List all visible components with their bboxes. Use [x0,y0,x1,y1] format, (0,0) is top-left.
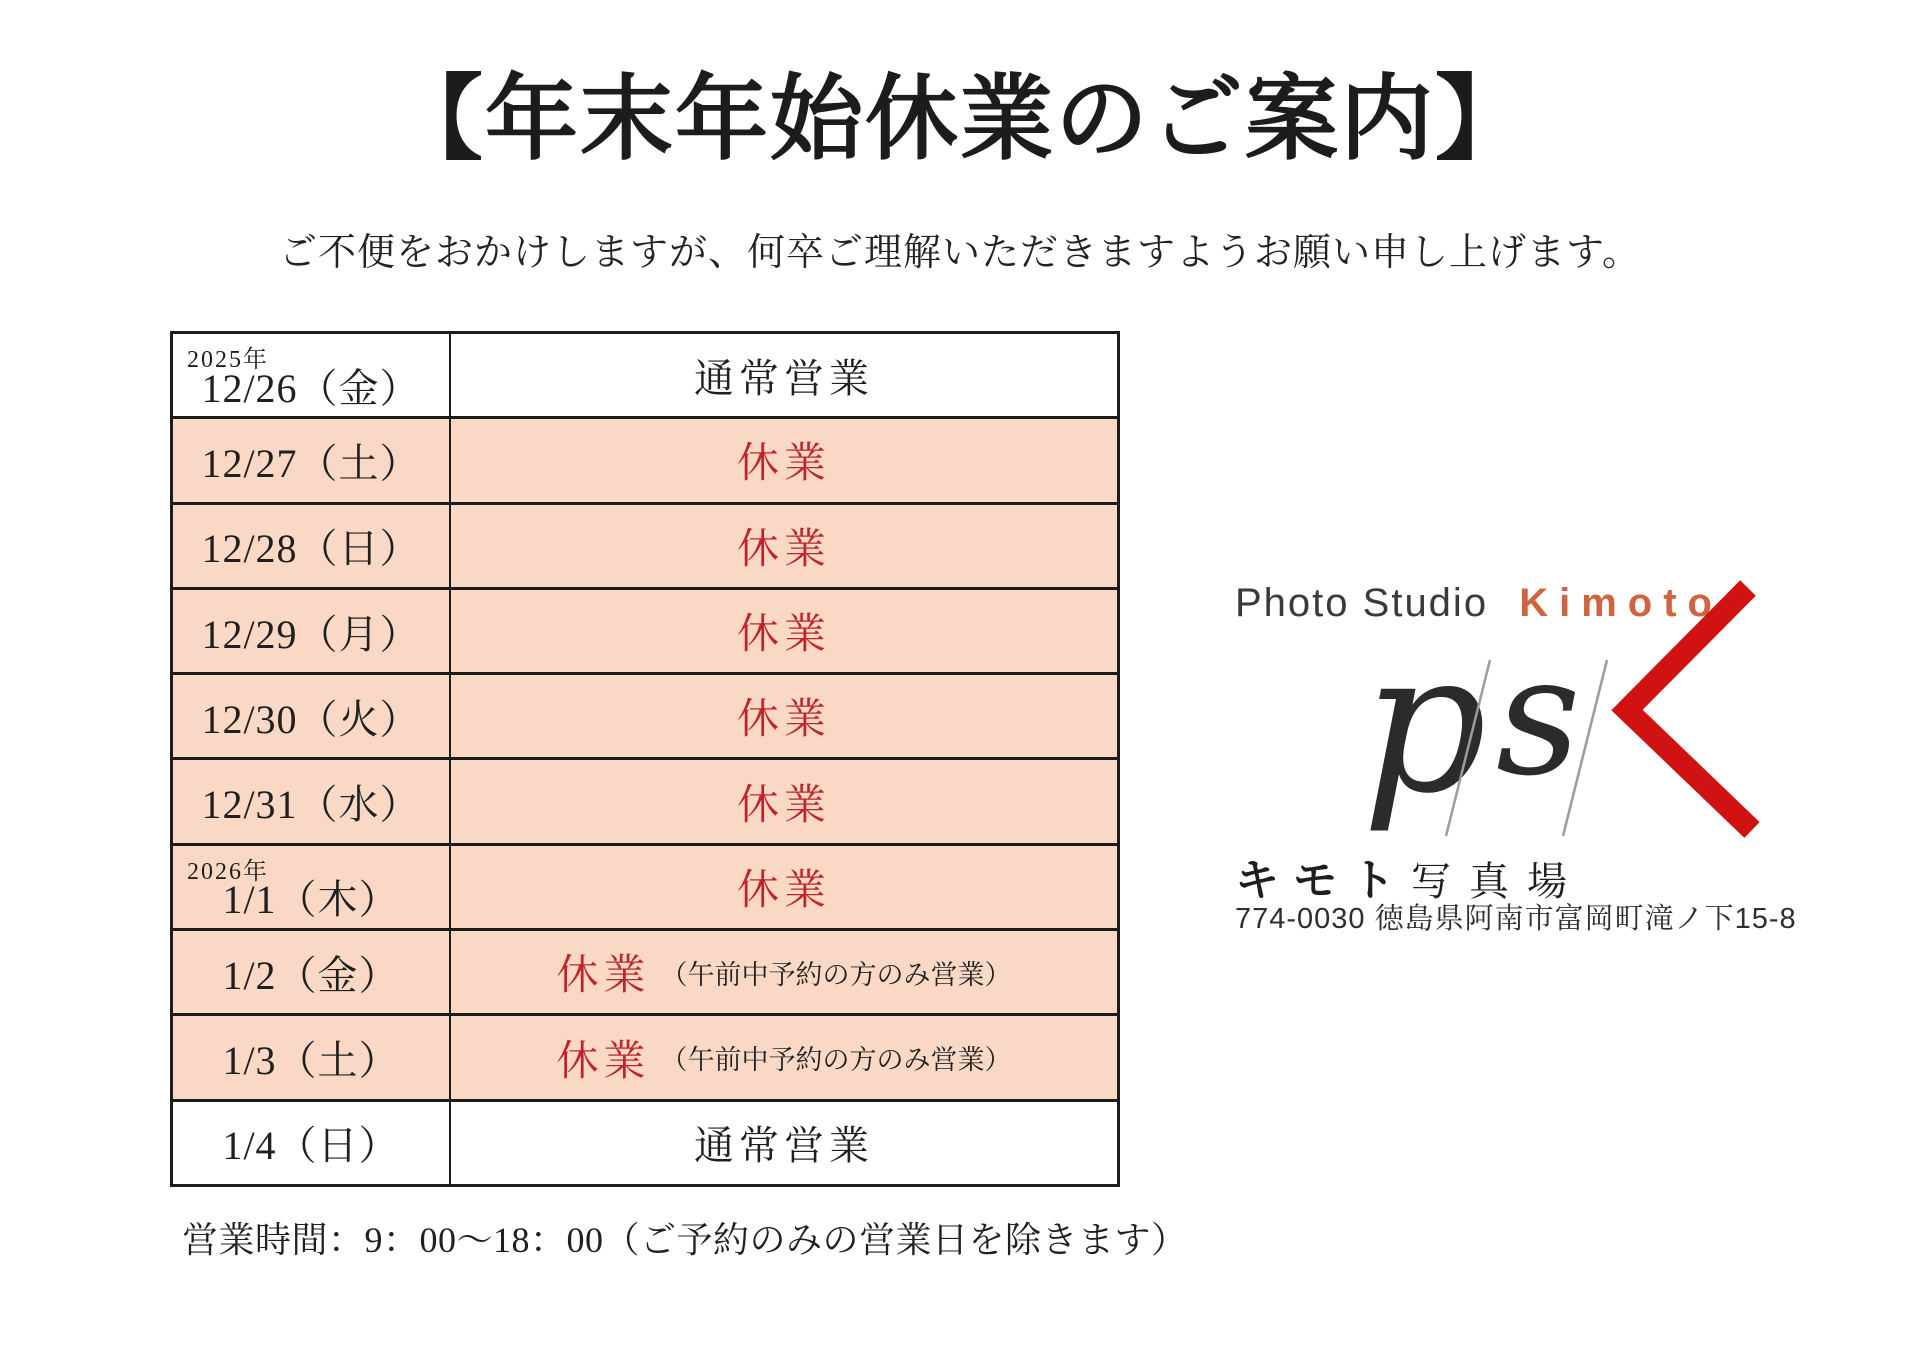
table-row [173,843,1117,928]
date-cell [173,590,451,672]
table-row [173,928,1117,1013]
red-chevron-icon [1627,588,1752,830]
date-text: 1/4（日） [222,1123,400,1169]
status-cell [451,334,1117,416]
status-text: 通常営業 [694,355,874,401]
date-text: 12/26（金） [201,365,421,411]
date-text: 1/3（土） [222,1038,400,1084]
table-row [173,334,1117,416]
studio-address: 774-0030 徳島県阿南市富岡町滝ノ下15-8 [1235,903,1797,935]
status-text: 休業 [736,697,831,744]
status-cell [451,1016,1117,1098]
studio-logo-monogram [1340,575,1780,845]
status-note: （午前中予約の方のみ営業） [660,959,1012,990]
status-text: 休業 [736,441,831,488]
studio-name-bold: キモト [1235,856,1409,905]
schedule-table [170,331,1120,1187]
status-note: （午前中予約の方のみ営業） [660,1045,1012,1076]
status-cell [451,1102,1117,1184]
date-cell [173,760,451,842]
table-row [173,502,1117,587]
date-text: 12/28（日） [201,526,421,572]
status-cell [451,760,1117,842]
date-cell [173,846,451,928]
status-text: 休業 [736,867,831,914]
date-text: 12/31（水） [201,782,421,828]
logo-brand-text: Kimoto [1519,581,1723,625]
status-text: 休業 [736,782,831,829]
year-label: 2026年 [187,858,269,885]
status-cell [451,846,1117,928]
date-cell [173,1016,451,1098]
date-cell [173,419,451,501]
status-text: 休業 [556,953,651,1000]
table-row [173,672,1117,757]
date-text: 12/30（火） [201,696,421,742]
studio-name-rest: 写真場 [1411,860,1585,904]
status-text: 休業 [736,526,831,573]
status-cell [451,590,1117,672]
date-text: 1/1（木） [222,877,400,923]
s-glyph: s [1496,620,1581,812]
date-cell [173,1102,451,1184]
p-glyph: p [1362,609,1487,836]
status-cell [451,931,1117,1013]
page-title: 【年末年始休業のご案内】 [390,69,1530,172]
page-subtitle: ご不便をおかけしますが、何卒ご理解いただきますようお願い申し上げます。 [279,232,1641,274]
table-row [173,757,1117,842]
date-cell [173,675,451,757]
date-cell [173,505,451,587]
table-row [173,416,1117,501]
date-text: 12/27（土） [201,440,421,486]
year-label: 2025年 [187,347,269,373]
status-cell [451,675,1117,757]
date-cell [173,931,451,1013]
logo-en-text: Photo Studio [1235,581,1489,625]
date-cell [173,334,451,416]
status-text: 休業 [736,612,831,659]
business-hours-note: 営業時間：9：00〜18：00（ご予約のみの営業日を除きます） [182,1220,1188,1260]
date-text: 1/2（金） [222,952,400,998]
table-row [173,587,1117,672]
status-cell [451,505,1117,587]
date-text: 12/29（月） [201,611,421,657]
table-row [173,1099,1117,1184]
status-text: 休業 [556,1038,651,1085]
status-cell [451,419,1117,501]
table-row [173,1013,1117,1098]
status-text: 通常営業 [694,1123,874,1169]
